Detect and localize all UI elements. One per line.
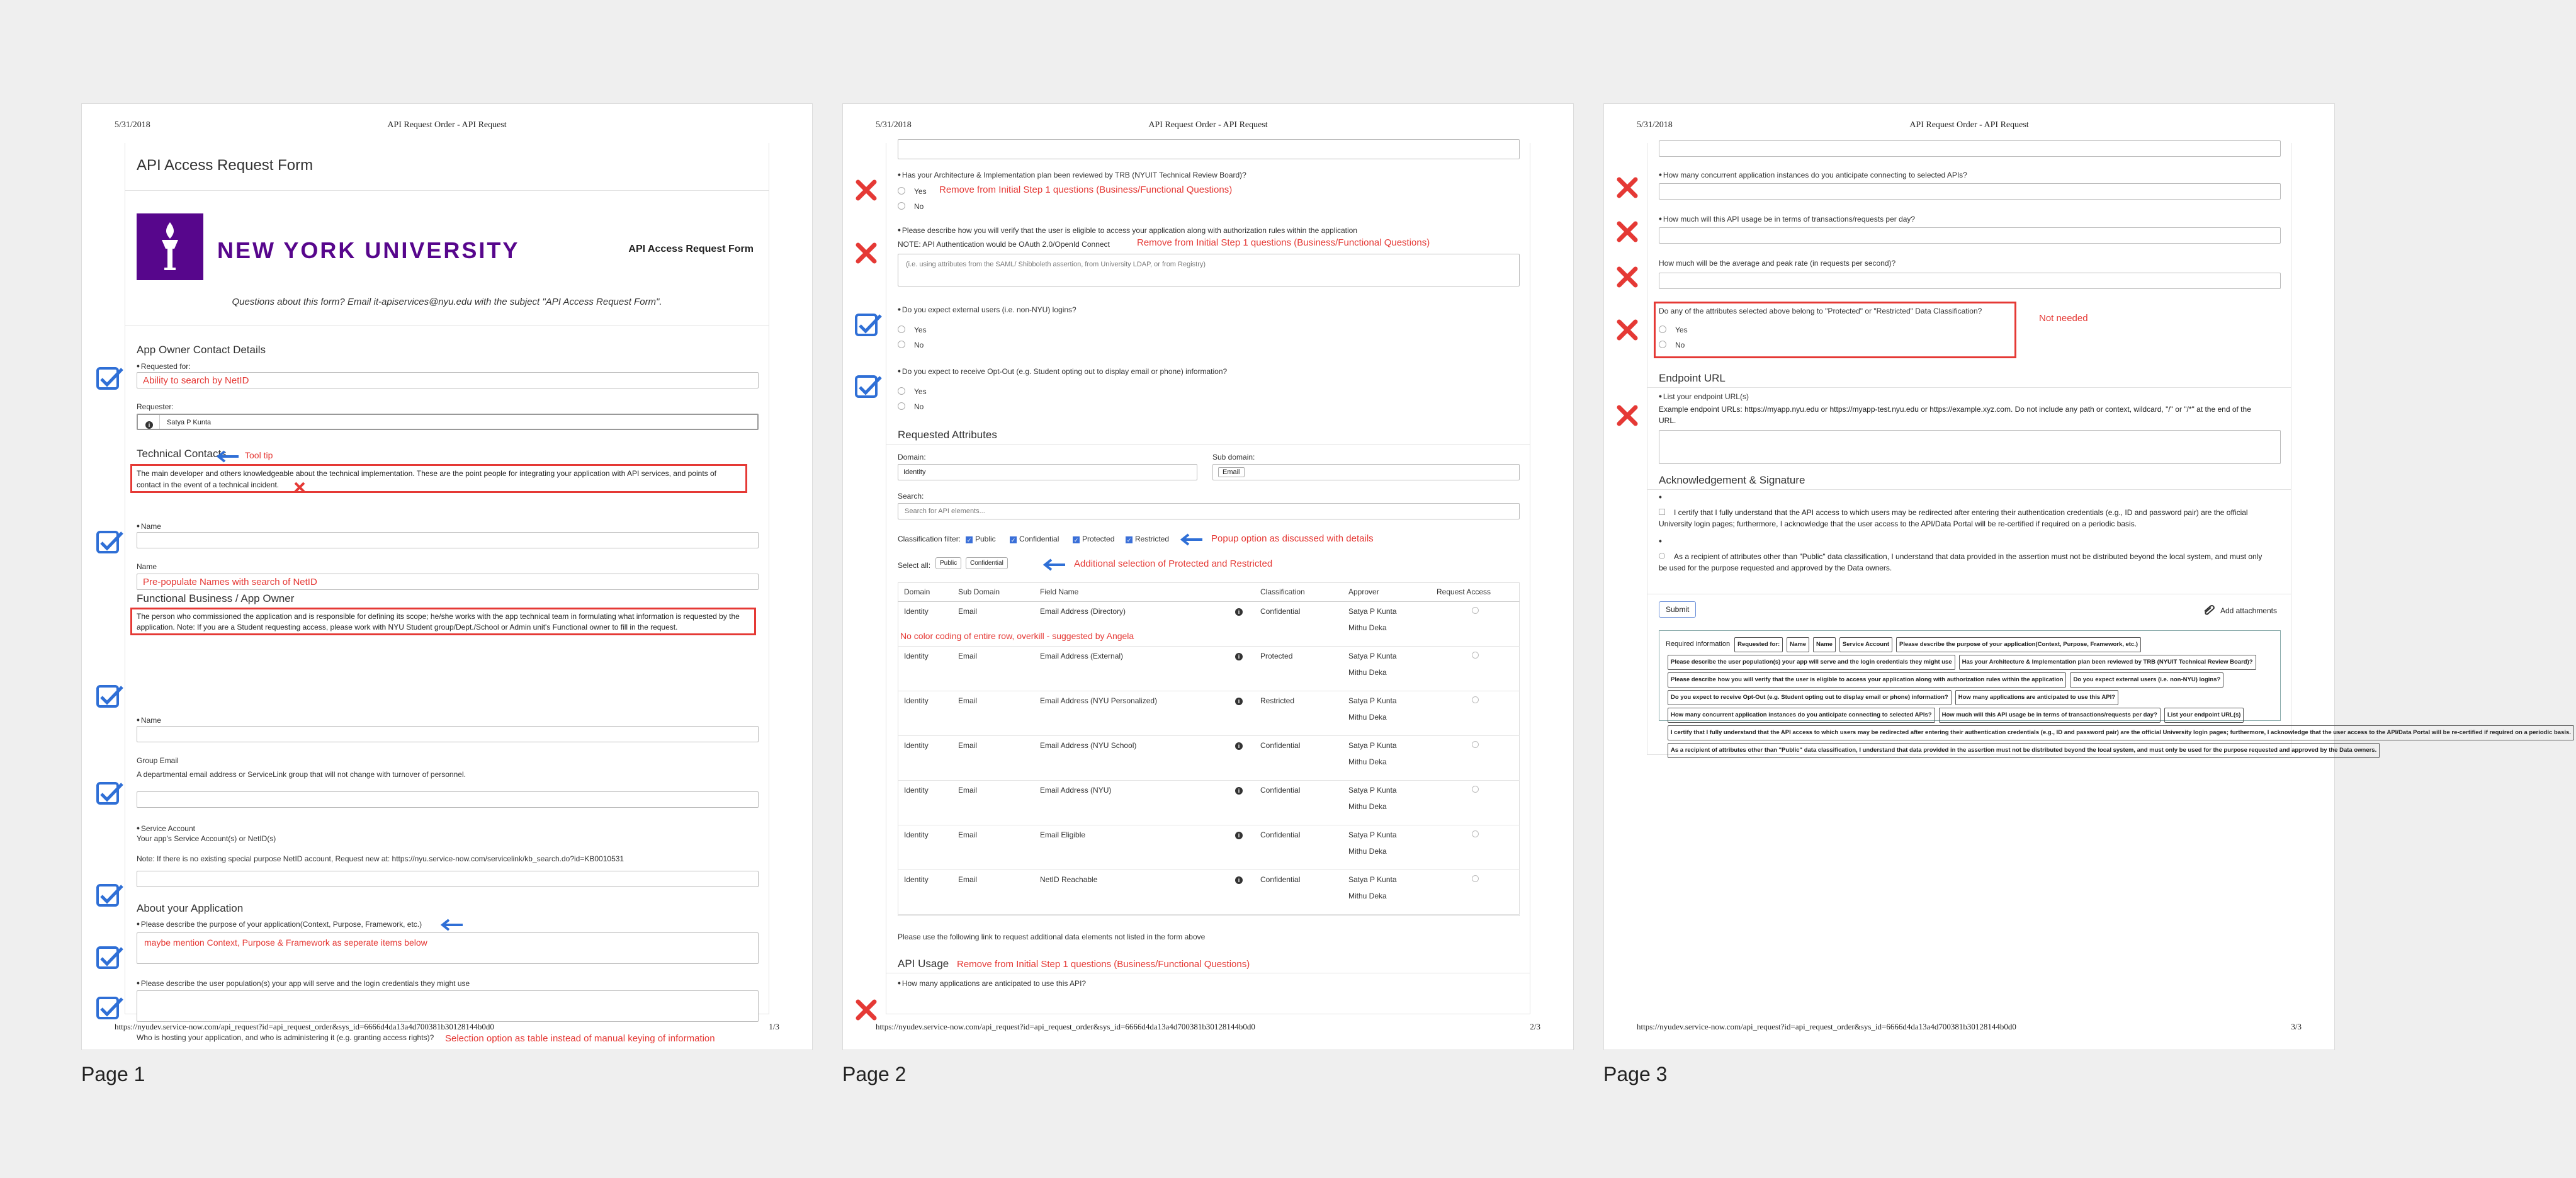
print-date: 5/31/2018 xyxy=(1637,120,1673,130)
cell-approver xyxy=(1342,825,1430,870)
cell-field: Email Eligible xyxy=(1034,825,1229,870)
print-title: API Request Order - API Request xyxy=(387,120,507,130)
table-row xyxy=(898,691,1520,736)
endpoint-label: • List your endpoint URL(s) xyxy=(1659,391,1749,401)
table-row xyxy=(898,781,1520,825)
group-email-input[interactable] xyxy=(137,791,759,808)
red-x-icon xyxy=(1615,220,1639,244)
cell-classification: Confidential xyxy=(1254,825,1342,870)
ack1-checkbox[interactable] xyxy=(1659,509,1665,515)
approver-2: Mithu Deka xyxy=(1348,623,1387,632)
table-row xyxy=(898,825,1520,870)
cell-subdomain: Email xyxy=(952,691,1034,736)
user-population-label: • Please describe the user population(s) your app will serve and the login credentials they might use xyxy=(137,978,470,988)
cell-domain: Identity xyxy=(898,602,952,647)
approver-1: Satya P Kunta xyxy=(1348,830,1397,839)
external-yes-radio[interactable]: Yes xyxy=(898,326,927,334)
col-domain: Domain xyxy=(898,582,952,602)
approver-1: Satya P Kunta xyxy=(1348,875,1397,884)
required-chip[interactable]: Please describe the purpose of your application(Context, Purpose, Framework, etc.) xyxy=(1896,637,2141,652)
cell-info[interactable] xyxy=(1229,736,1254,781)
print-header xyxy=(876,120,1540,135)
ack2-required: • xyxy=(1659,536,1662,546)
cell-field: Email Address (NYU School) xyxy=(1034,736,1229,781)
note-not-needed: Not needed xyxy=(2039,313,2088,324)
required-chip[interactable]: Has your Architecture & Implementation plan been reviewed by TRB (NYUIT Technical Review Board)? xyxy=(1959,655,2256,670)
approver-1: Satya P Kunta xyxy=(1348,652,1397,660)
cell-info[interactable] xyxy=(1229,647,1254,691)
select-all-public-button[interactable]: Public xyxy=(935,557,961,569)
requested-attributes-section: Requested Attributes xyxy=(898,429,997,441)
print-date: 5/31/2018 xyxy=(876,120,912,130)
divider xyxy=(1647,489,2291,490)
required-info-box xyxy=(1659,630,2571,754)
verify-textarea[interactable] xyxy=(898,254,1520,286)
approver-2: Mithu Deka xyxy=(1348,892,1387,900)
required-chip[interactable]: How much will this API usage be in terms of transactions/requests per day? xyxy=(1939,708,2161,723)
trb-yes-radio[interactable]: Yes xyxy=(898,187,927,196)
request-access-radio[interactable] xyxy=(1472,830,1479,837)
name-label-2: Name xyxy=(137,562,157,571)
classification-filter-label: Classification filter: xyxy=(898,535,961,543)
page-number: 3/3 xyxy=(2291,1022,2302,1031)
user-population-textarea[interactable] xyxy=(137,990,759,1022)
search-placeholder: Search for API elements... xyxy=(905,507,985,515)
endpoint-section: Endpoint URL xyxy=(1659,372,1726,384)
cell-approver xyxy=(1342,736,1430,781)
field-name: Email Address (Directory) xyxy=(1040,607,1126,616)
cell-approver xyxy=(1342,647,1430,691)
page-3 xyxy=(1603,103,2571,1050)
external-label: • Do you expect external users (i.e. non-NYU) logins? xyxy=(898,304,1076,314)
cell-approver xyxy=(1342,781,1430,825)
requester-input[interactable] xyxy=(137,414,759,430)
approver-2: Mithu Deka xyxy=(1348,802,1387,811)
required-chip[interactable]: Please describe how you will verify that the user is eligible to access your application along with authorization rules within the application xyxy=(1668,672,2066,688)
info-icon[interactable]: i xyxy=(1235,832,1243,839)
technical-contacts-section: Technical Contacts xyxy=(137,448,227,460)
cell-request[interactable] xyxy=(1430,602,1520,647)
request-access-radio[interactable] xyxy=(1472,607,1479,614)
print-title: API Request Order - API Request xyxy=(1148,120,1268,130)
info-icon[interactable]: i xyxy=(1235,608,1243,616)
note-no-color: No color coding of entire row, overkill - suggested by Angela xyxy=(900,631,1134,641)
cell-subdomain: Email xyxy=(952,736,1034,781)
page-caption-2: Page 2 xyxy=(842,1063,907,1085)
optout-label: • Do you expect to receive Opt-Out (e.g. Student opting out to display email or phone) information? xyxy=(898,366,1228,376)
how-many-apps-label: • How many applications are anticipated to use this API? xyxy=(898,978,1087,988)
how-many-apps-input[interactable] xyxy=(1659,140,2281,157)
print-footer xyxy=(115,1022,779,1034)
oauth-note: NOTE: API Authentication would be OAuth 2.0/OpenId Connect xyxy=(898,240,1110,249)
request-access-radio[interactable] xyxy=(1472,786,1479,793)
table-row xyxy=(898,870,1520,915)
required-chip[interactable]: Name xyxy=(1813,637,1836,652)
arrow-left-icon xyxy=(1178,532,1204,547)
concurrent-input[interactable] xyxy=(1659,183,2281,200)
required-chip[interactable]: List your endpoint URL(s) xyxy=(2164,708,2244,723)
note-remove-step1-2: Remove from Initial Step 1 questions (Business/Functional Questions) xyxy=(1137,237,1430,248)
approver-2: Mithu Deka xyxy=(1348,713,1387,722)
ack-section: Acknowledgement & Signature xyxy=(1659,474,1805,486)
previous-textarea[interactable] xyxy=(898,139,1520,159)
page-1 xyxy=(81,103,813,1050)
filter-public[interactable]: ✓ Public xyxy=(966,535,996,543)
cell-request[interactable] xyxy=(1430,691,1520,736)
service-account-label: • Service Account xyxy=(137,823,195,833)
arrow-left-icon xyxy=(215,449,240,464)
cell-info[interactable] xyxy=(1229,870,1254,915)
checkmark-icon xyxy=(854,312,883,341)
requested-for-label: • Requested for: xyxy=(137,361,191,371)
required-chip[interactable]: Requested for: xyxy=(1734,637,1783,652)
form-content xyxy=(1647,143,2571,755)
cell-classification: Protected xyxy=(1254,647,1342,691)
cell-subdomain: Email xyxy=(952,781,1034,825)
functional-owner-desc: The person who commissioned the application and is responsible for defining its scope; he/she works with the app technical team in formulating what information is requested by the application. Note: If you are a Student requesting access, please work with NYU Student group/Dept./School or Admin unit's Functional owner to fill in the request. xyxy=(137,612,740,631)
usage-label: • How much will this API usage be in terms of transactions/requests per day? xyxy=(1659,213,1916,224)
concurrent-label: • How many concurrent application instances do you anticipate connecting to selected APIs? xyxy=(1659,169,1967,179)
service-account-note: Note: If there is no existing special purpose NetID account, Request new at: https://nyu.service-now.com/servicelink/kb_search.do?id=KB0010531 xyxy=(137,854,624,863)
group-email-desc: A departmental email address or ServiceLink group that will not change with turnover of personnel. xyxy=(137,770,466,779)
tech-name-input[interactable] xyxy=(137,532,759,548)
approver-1: Satya P Kunta xyxy=(1348,696,1397,705)
cell-classification: Confidential xyxy=(1254,781,1342,825)
cell-domain: Identity xyxy=(898,825,952,870)
about-app-section: About your Application xyxy=(137,902,244,914)
cell-field: Email Address (NYU Personalized) xyxy=(1034,691,1229,736)
usage-input[interactable] xyxy=(1659,227,2281,244)
note-remove-step1: Remove from Initial Step 1 questions (Business/Functional Questions) xyxy=(939,184,1233,195)
attachments-label: Add attachments xyxy=(2220,606,2277,615)
print-header xyxy=(115,120,779,135)
search-label: Search: xyxy=(898,492,924,501)
checkmark-icon xyxy=(96,365,125,394)
select-all-confidential-button[interactable]: Confidential xyxy=(966,557,1008,569)
print-title: API Request Order - API Request xyxy=(1909,120,2029,130)
info-icon[interactable]: i xyxy=(1235,742,1243,750)
cell-classification: Confidential xyxy=(1254,870,1342,915)
protected-no-radio[interactable]: No xyxy=(1659,341,1685,349)
required-chip[interactable]: How many applications are anticipated to use this API? xyxy=(1955,690,2118,705)
purpose-label: • Please describe the purpose of your application(Context, Purpose, Framework, etc.) xyxy=(137,919,422,929)
cell-classification: Restricted xyxy=(1254,691,1342,736)
ack1-text: I certify that I fully understand that the API access to which users may be redirected after entering their authentication credentials (e.g., ID and password pair) are the official University login pages; furthermore, I acknowledge that the user access to the API/Data Portal will be re-certified if required on a periodic basis. xyxy=(1659,508,2248,528)
subdomain-chip[interactable]: Email xyxy=(1218,467,1245,477)
cell-info[interactable] xyxy=(1229,825,1254,870)
request-access-radio[interactable] xyxy=(1472,741,1479,748)
form-title: API Access Request Form xyxy=(137,157,314,174)
ack1-checkbox-row[interactable] xyxy=(1659,507,2271,530)
cell-field: NetID Reachable xyxy=(1034,870,1229,915)
note-purpose: maybe mention Context, Purpose & Framework as seperate items below xyxy=(144,937,427,948)
optout-yes-radio[interactable]: Yes xyxy=(898,387,927,396)
add-attachments-link[interactable] xyxy=(2203,605,2277,615)
arrow-left-icon xyxy=(439,917,464,932)
service-account-input[interactable] xyxy=(137,871,759,887)
filter-restricted[interactable]: ✓ Restricted xyxy=(1126,535,1170,543)
note-prepopulate: Pre-populate Names with search of NetID xyxy=(143,577,317,587)
cell-info[interactable] xyxy=(1229,691,1254,736)
endpoint-desc: Example endpoint URLs: https://myapp.nyu.edu or https://myapp-test.nyu.edu or https://example.xyz.com. Do not include any path or context, wildcard, "/" or "/*" at the end of the URL. xyxy=(1659,405,2251,425)
checkmark-icon xyxy=(96,995,125,1024)
filter-confidential[interactable]: ✓ Confidential xyxy=(1010,535,1059,543)
print-header xyxy=(1637,120,2302,135)
subdomain-select[interactable] xyxy=(1212,464,1520,480)
required-chip[interactable]: Please describe the user population(s) your app will serve and the login credentials they might use xyxy=(1668,655,1955,670)
required-chip[interactable]: Service Account xyxy=(1839,637,1892,652)
required-chip[interactable]: How many concurrent application instances do you anticipate connecting to selected APIs? xyxy=(1668,708,1935,723)
print-date: 5/31/2018 xyxy=(115,120,150,130)
form-content xyxy=(886,143,1530,1014)
cell-classification: Confidential xyxy=(1254,602,1342,647)
cell-request[interactable] xyxy=(1430,825,1520,870)
trb-label: • Has your Architecture & Implementation plan been reviewed by TRB (NYUIT Technical Review Board)? xyxy=(898,169,1246,179)
small-x-icon xyxy=(293,480,307,494)
additional-link-text[interactable]: Please use the following link to request additional data elements not listed in the form above xyxy=(898,932,1206,941)
name-label: • Name xyxy=(137,521,161,531)
required-chip-list xyxy=(1666,636,2571,759)
table-row xyxy=(898,736,1520,781)
cell-domain: Identity xyxy=(898,781,952,825)
domain-label: Domain: xyxy=(898,453,926,462)
cell-domain: Identity xyxy=(898,647,952,691)
approver-2: Mithu Deka xyxy=(1348,847,1387,856)
filter-protected[interactable]: ✓ Protected xyxy=(1073,535,1115,543)
cell-request[interactable] xyxy=(1430,647,1520,691)
print-footer xyxy=(1637,1022,2302,1034)
red-x-icon xyxy=(854,998,878,1022)
nyu-torch-logo xyxy=(137,213,203,280)
page-caption-3: Page 3 xyxy=(1603,1063,1668,1085)
info-icon[interactable]: i xyxy=(1235,876,1243,884)
required-chip[interactable]: Do you expect to receive Opt-Out (e.g. Student opting out to display email or phone) information? xyxy=(1668,690,1952,705)
endpoint-textarea[interactable] xyxy=(1659,430,2281,464)
cell-subdomain: Email xyxy=(952,825,1034,870)
required-chip[interactable]: As a recipient of attributes other than "Public" data classification, I understand that data provided in the assertion must not be distributed beyond the local system, and must only be used for the purpose requested and approved by the Data owners. xyxy=(1668,743,2380,758)
ack2-checkbox-row[interactable] xyxy=(1659,551,2271,574)
verify-label: • Please describe how you will verify that the user is eligible to access your application along with authorization rules within the application xyxy=(898,225,1357,235)
cell-request[interactable] xyxy=(1430,736,1520,781)
checkmark-icon xyxy=(96,882,125,911)
ack2-checkbox[interactable] xyxy=(1659,553,1665,559)
api-usage-section: API Usage xyxy=(898,958,949,970)
owner-name-input[interactable] xyxy=(137,726,759,742)
cell-approver xyxy=(1342,870,1430,915)
approver-1: Satya P Kunta xyxy=(1348,741,1397,750)
cell-request[interactable] xyxy=(1430,781,1520,825)
note-additional-selection: Additional selection of Protected and Restricted xyxy=(1074,558,1273,569)
info-icon[interactable]: i xyxy=(1235,787,1243,795)
table-row xyxy=(898,647,1520,691)
cell-request[interactable] xyxy=(1430,870,1520,915)
page-number: 2/3 xyxy=(1530,1022,1540,1031)
request-access-radio[interactable] xyxy=(1472,652,1479,659)
red-x-icon xyxy=(854,241,878,265)
required-chip[interactable]: I certify that I fully understand that the API access to which users may be redirected after entering their authentication credentials (e.g., ID and password pair) are the official University login pages; furthermore, I acknowledge that the user access to the API/Data Portal will be re-certified if required on a periodic basis. xyxy=(1668,725,2574,740)
hosting-label: Who is hosting your application, and who is administering it (e.g. granting access rights)? xyxy=(137,1033,434,1042)
print-url: https://nyudev.service-now.com/api_request?id=api_request_order&sys_id=6666d4da13a4d700381b30128144b0d0 xyxy=(115,1022,494,1031)
optout-no-radio[interactable]: No xyxy=(898,402,924,411)
note-remove-step1-3: Remove from Initial Step 1 questions (Business/Functional Questions) xyxy=(957,959,1250,970)
ack1-required: • xyxy=(1659,492,1662,502)
form-header xyxy=(125,143,769,191)
peak-label: How much will be the average and peak rate (in requests per second)? xyxy=(1659,259,1896,268)
cell-classification: Confidential xyxy=(1254,736,1342,781)
subdomain-label: Sub domain: xyxy=(1212,453,1255,462)
col-request-access: Request Access xyxy=(1430,582,1520,602)
cell-domain: Identity xyxy=(898,870,952,915)
service-account-desc: Your app's Service Account(s) or NetID(s) xyxy=(137,834,276,843)
cell-field: Email Address (External) xyxy=(1034,647,1229,691)
cell-field: Email Address (NYU) xyxy=(1034,781,1229,825)
trb-no-radio[interactable]: No xyxy=(898,202,924,211)
cell-approver xyxy=(1342,602,1430,647)
required-chip[interactable]: Name xyxy=(1787,637,1809,652)
red-x-icon xyxy=(854,178,878,202)
submit-button[interactable]: Submit xyxy=(1659,601,1696,618)
protected-yes-radio[interactable]: Yes xyxy=(1659,326,1688,334)
group-email-label: Group Email xyxy=(137,756,179,765)
red-x-icon xyxy=(1615,404,1639,428)
verify-placeholder: (i.e. using attributes from the SAML/ Shibboleth assertion, from University LDAP, or from Registry) xyxy=(906,261,1206,268)
ack2-text: As a recipient of attributes other than "Public" data classification, I understand that data provided in the assertion must not be distributed beyond the local system, and must only be used for the purpose requested and approved by the Data owners. xyxy=(1659,552,2262,572)
print-url: https://nyudev.service-now.com/api_request?id=api_request_order&sys_id=6666d4da13a4d700381b30128144b0d0 xyxy=(876,1022,1255,1031)
note-tool-tip: Tool tip xyxy=(245,450,273,460)
nyu-wordmark: NEW YORK UNIVERSITY xyxy=(217,237,520,263)
col-classification: Classification xyxy=(1254,582,1342,602)
cell-domain: Identity xyxy=(898,736,952,781)
red-x-icon xyxy=(1615,318,1639,342)
banner-form-name: API Access Request Form xyxy=(628,244,754,254)
cell-subdomain: Email xyxy=(952,870,1034,915)
protected-label: Do any of the attributes selected above belong to "Protected" or "Restricted" Data Classification? xyxy=(1659,307,1982,315)
domain-select[interactable] xyxy=(898,464,1197,480)
name-label-3: • Name xyxy=(137,715,161,725)
approver-2: Mithu Deka xyxy=(1348,757,1387,766)
domain-value: Identity xyxy=(903,468,926,476)
functional-owner-section: Functional Business / App Owner xyxy=(137,592,295,604)
cell-approver xyxy=(1342,691,1430,736)
tech-contacts-desc: The main developer and others knowledgeable about the technical implementation. These are the point people for integrating your application with API services, and points of contact in the event of a technical incident. xyxy=(137,469,717,489)
print-url: https://nyudev.service-now.com/api_request?id=api_request_order&sys_id=6666d4da13a4d700381b30128144b0d0 xyxy=(1637,1022,2016,1031)
requester-value: Satya P Kunta xyxy=(167,419,212,426)
required-chip[interactable]: Do you expect external users (i.e. non-NYU) logins? xyxy=(2070,672,2223,688)
checkmark-icon xyxy=(854,373,883,402)
cell-info[interactable] xyxy=(1229,602,1254,647)
cell-subdomain: Email xyxy=(952,602,1034,647)
questions-line: Questions about this form? Email it-apiservices@nyu.edu with the subject "API Access Request Form". xyxy=(232,297,662,307)
arrow-left-icon xyxy=(1041,557,1066,572)
divider xyxy=(886,444,1530,445)
print-footer xyxy=(876,1022,1540,1034)
api-search-input[interactable] xyxy=(898,503,1520,519)
note-selection-table: Selection option as table instead of manual keying of information xyxy=(445,1033,715,1044)
checkmark-icon xyxy=(96,780,125,809)
select-all-label: Select all: xyxy=(898,561,931,570)
note-popup: Popup option as discussed with details xyxy=(1211,533,1374,544)
app-owner-section: App Owner Contact Details xyxy=(137,344,266,356)
info-icon: i xyxy=(145,419,153,430)
table-row xyxy=(898,602,1520,647)
approver-2: Mithu Deka xyxy=(1348,668,1387,677)
peak-input[interactable] xyxy=(1659,273,2281,289)
table-header-row xyxy=(898,582,1520,602)
checkmark-icon xyxy=(96,944,125,973)
required-info-label: Required information xyxy=(1666,640,1731,648)
page-number: 1/3 xyxy=(769,1022,779,1031)
cell-domain: Identity xyxy=(898,691,952,736)
attribute-table xyxy=(898,582,1520,915)
field-divider xyxy=(159,415,160,429)
info-icon[interactable]: i xyxy=(1235,653,1243,660)
approver-1: Satya P Kunta xyxy=(1348,607,1397,616)
col-approver: Approver xyxy=(1342,582,1430,602)
page-2 xyxy=(842,103,1574,1050)
note-search-netid: Ability to search by NetID xyxy=(143,375,249,386)
red-x-icon xyxy=(1615,265,1639,289)
approver-1: Satya P Kunta xyxy=(1348,786,1397,795)
request-access-radio[interactable] xyxy=(1472,875,1479,882)
col-field-name: Field Name xyxy=(1034,582,1229,602)
requester-label: Requester: xyxy=(137,402,174,411)
request-access-radio[interactable] xyxy=(1472,696,1479,703)
cell-subdomain: Email xyxy=(952,647,1034,691)
checkmark-icon xyxy=(96,529,125,558)
divider xyxy=(1647,387,2291,388)
external-no-radio[interactable]: No xyxy=(898,341,924,349)
info-icon[interactable]: i xyxy=(1235,698,1243,705)
col-info xyxy=(1229,582,1254,602)
checkmark-icon xyxy=(96,683,125,712)
page-caption-1: Page 1 xyxy=(81,1063,145,1085)
red-x-icon xyxy=(1615,176,1639,200)
cell-info[interactable] xyxy=(1229,781,1254,825)
paperclip-icon xyxy=(2203,605,2217,615)
col-subdomain: Sub Domain xyxy=(952,582,1034,602)
